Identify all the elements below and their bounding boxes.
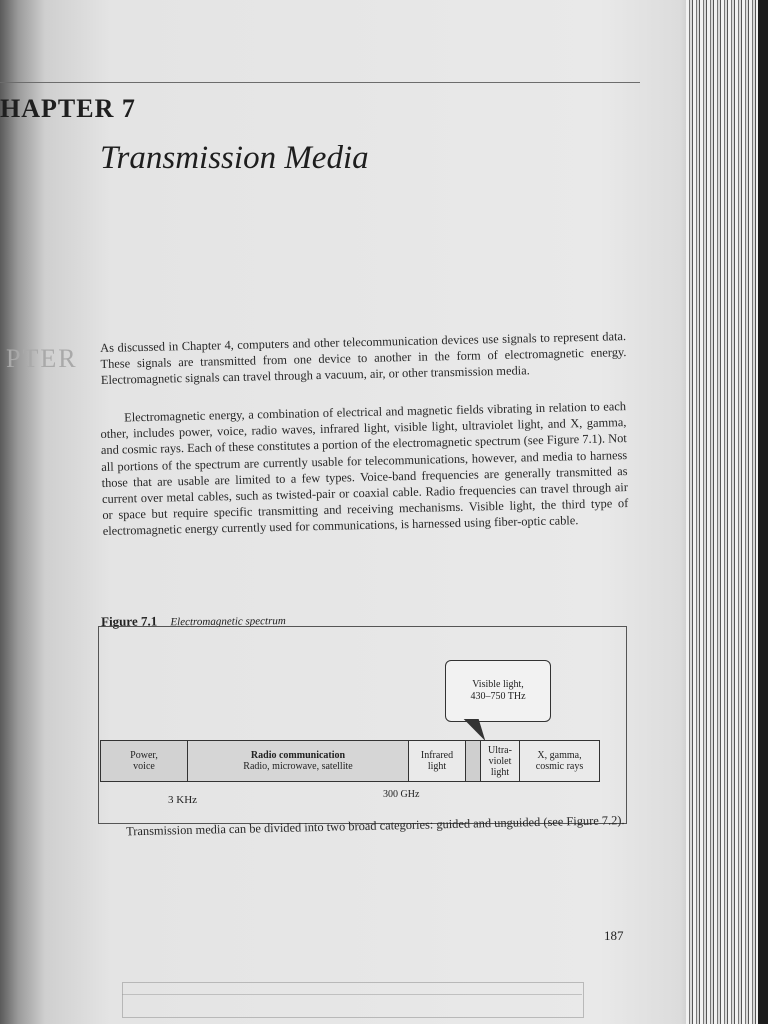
segment-label: X, gamma, bbox=[537, 750, 582, 761]
page-edges bbox=[686, 0, 768, 1024]
page-edge-shadow bbox=[758, 0, 768, 1024]
show-through-text: PTER bbox=[6, 344, 78, 373]
segment-label: Radio, microwave, satellite bbox=[243, 761, 353, 772]
frequency-tick: 300 GHz bbox=[383, 789, 420, 800]
callout-text: 430–750 THz bbox=[470, 691, 526, 702]
segment-label: violet bbox=[488, 755, 512, 767]
segment-label: light bbox=[427, 761, 447, 772]
visible-light-callout bbox=[445, 660, 551, 722]
body-paragraph: Transmission media can be divided into two broad categories: guided and unguided (see Figure 7.2). bbox=[126, 813, 625, 839]
segment-infrared bbox=[409, 741, 466, 781]
spectrum-bar bbox=[100, 740, 600, 782]
segment-label: Infrared bbox=[420, 750, 454, 761]
segment-label: Power, bbox=[130, 750, 158, 761]
figure-label: Figure 7.1 bbox=[101, 613, 158, 629]
segment-label: voice bbox=[133, 761, 155, 772]
segment-label: light bbox=[490, 766, 510, 778]
show-through-table-rule bbox=[122, 994, 582, 995]
body-paragraph: Electromagnetic energy, a combination of electrical and magnetic fields vibrating in relation to each other, includes power, voice, radio waves, infrared light, visible light, ultraviolet light, and X, gamma, and cosmic rays. Each of these constitutes a portion of the electromagnetic spectrum (see Figure 7.1). Not all portions of the spectrum are currently usable for telecommunications, however, and media to harness those that are usable are limited to a few types. Voice-band frequencies are generally transmitted as current over metal cables, such as twisted-pair or coaxial cable. Radio frequencies can travel through air or space but require specific transmitting and receiving mechanisms. Visible light, the third type of electromagnetic energy currently used for communications, is harnessed using fiber-optic cable. bbox=[100, 399, 629, 539]
chapter-title: Transmission Media bbox=[100, 140, 369, 176]
segment-label: cosmic rays bbox=[535, 761, 584, 772]
chapter-label: HAPTER 7 bbox=[0, 94, 136, 123]
show-through-table bbox=[122, 982, 584, 1018]
segment-visible-light bbox=[466, 741, 481, 781]
segment-label: Ultra- bbox=[488, 744, 512, 756]
segment-power-voice bbox=[101, 741, 188, 781]
segment-ultraviolet bbox=[481, 741, 520, 781]
callout-text: Visible light, bbox=[472, 679, 524, 690]
segment-radio bbox=[188, 741, 409, 781]
frequency-tick: 3 KHz bbox=[168, 794, 198, 806]
segment-x-gamma-cosmic bbox=[520, 741, 599, 781]
body-paragraph: As discussed in Chapter 4, computers and other telecommunication devices use signals to represent data. These signals are transmitted from one device to another in the form of electromagnetic energy. Electromagnetic signals can travel through a vacuum, air, or other transmission media. bbox=[100, 329, 627, 388]
page-number: 187 bbox=[604, 928, 624, 943]
figure-title: Electromagnetic spectrum bbox=[170, 615, 286, 629]
segment-title: Radio communication bbox=[250, 750, 346, 761]
header-rule bbox=[0, 82, 640, 83]
